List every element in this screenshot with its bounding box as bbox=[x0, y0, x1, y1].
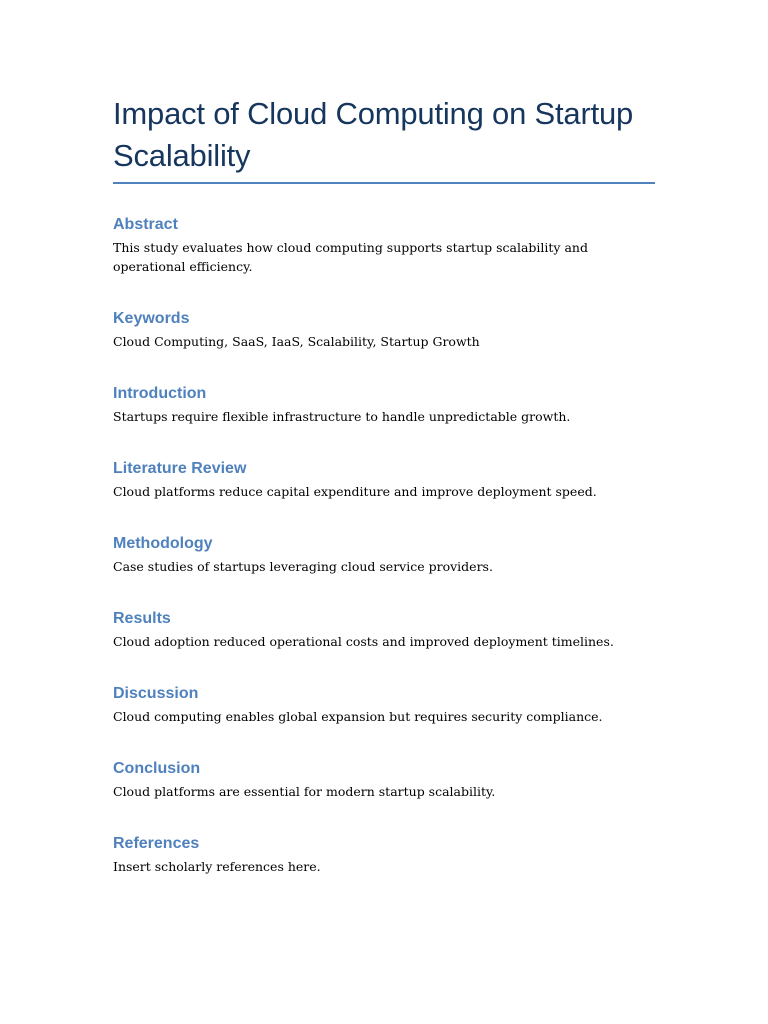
title-underline-rule bbox=[113, 182, 655, 184]
section-heading-methodology: Methodology bbox=[113, 535, 213, 552]
section-body-conclusion: Cloud platforms are essential for modern startup scalability. bbox=[113, 784, 496, 799]
section-heading-discussion: Discussion bbox=[113, 685, 199, 702]
section-body-references: Insert scholarly references here. bbox=[113, 859, 321, 874]
document-content bbox=[113, 93, 655, 876]
section-methodology bbox=[113, 533, 655, 576]
section-body-literature-review: Cloud platforms reduce capital expenditure and improve deployment speed. bbox=[113, 484, 597, 499]
section-heading-introduction: Introduction bbox=[113, 385, 207, 402]
section-body-results: Cloud adoption reduced operational costs and improved deployment timelines. bbox=[113, 634, 614, 649]
section-body-abstract: This study evaluates how cloud computing supports startup scalability and operational efficiency. bbox=[113, 240, 588, 274]
section-references bbox=[113, 833, 655, 876]
section-heading-references: References bbox=[113, 835, 200, 852]
section-heading-conclusion: Conclusion bbox=[113, 760, 201, 777]
section-body-introduction: Startups require flexible infrastructure to handle unpredictable growth. bbox=[113, 409, 571, 424]
document-title: Impact of Cloud Computing on Startup Scalability bbox=[113, 96, 634, 173]
section-body-discussion: Cloud computing enables global expansion but requires security compliance. bbox=[113, 709, 603, 724]
section-heading-keywords: Keywords bbox=[113, 310, 190, 327]
section-abstract bbox=[113, 214, 655, 276]
section-conclusion bbox=[113, 758, 655, 801]
section-heading-literature-review: Literature Review bbox=[113, 460, 247, 477]
section-keywords bbox=[113, 308, 655, 351]
section-results bbox=[113, 608, 655, 651]
section-introduction bbox=[113, 383, 655, 426]
section-body-keywords: Cloud Computing, SaaS, IaaS, Scalability, Startup Growth bbox=[113, 334, 480, 349]
section-literature-review bbox=[113, 458, 655, 501]
section-discussion bbox=[113, 683, 655, 726]
section-body-methodology: Case studies of startups leveraging cloud service providers. bbox=[113, 559, 493, 574]
section-heading-abstract: Abstract bbox=[113, 216, 178, 233]
section-heading-results: Results bbox=[113, 610, 171, 627]
